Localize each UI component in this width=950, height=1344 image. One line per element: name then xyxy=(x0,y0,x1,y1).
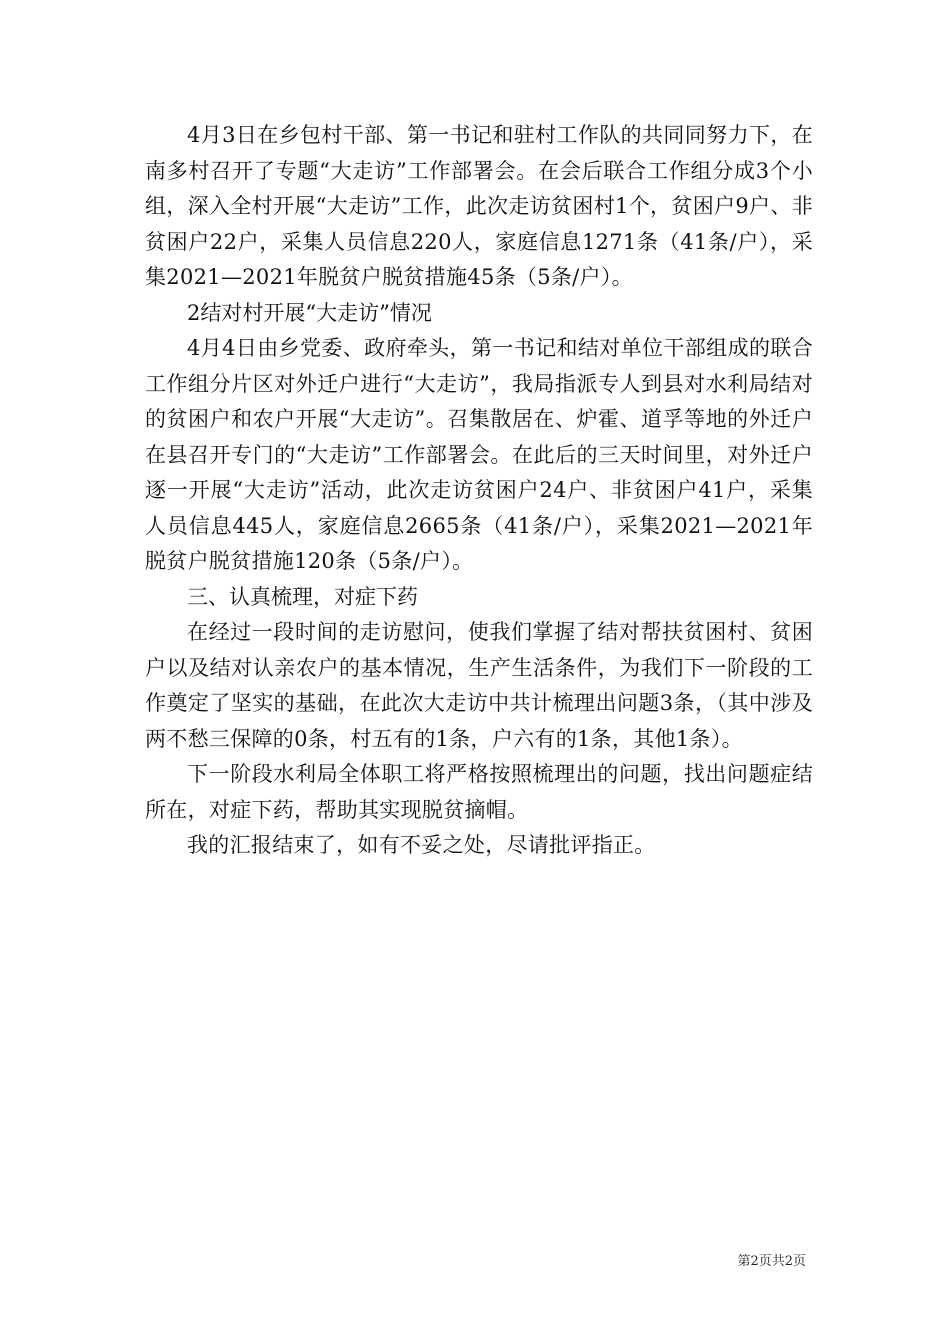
paragraph-issues-summary: 在经过一段时间的走访慰问，使我们掌握了结对帮扶贫困村、贫困户以及结对认亲农户的基本情况，生产生活条件，为我们下一阶段的工作奠定了坚实的基础，在此次大走访中共计梳理出问题3条，（其中涉及两不愁三保障的0条，村五有的1条，户六有的1条，其他1条）。 xyxy=(145,620,813,751)
section-heading-review: 三、认真梳理，对症下药 xyxy=(187,584,418,609)
paragraph-closing: 我的汇报结束了，如有不妥之处，尽请批评指正。 xyxy=(187,833,656,857)
page-number: 第2页共2页 xyxy=(737,1254,806,1269)
paragraph-next-steps: 下一阶段水利局全体职工将严格按照梳理出的问题，找出问题症结所在，对症下药，帮助其实现脱贫摘帽。 xyxy=(145,762,813,822)
section-heading-paired-village: 2结对村开展“大走访”情况 xyxy=(187,300,432,325)
document-body xyxy=(145,118,813,864)
paragraph-relocated-households: 4月4日由乡党委、政府牵头，第一书记和结对单位干部组成的联合工作组分片区对外迁户进行“大走访”，我局指派专人到县对水利局结对的贫困户和农户开展“大走访”。召集散居在、炉霍、道孚等地的外迁户在县召开专门的“大走访”工作部署会。在此后的三天时间里，对外迁户逐一开展“大走访”活动，此次走访贫困户24户、非贫困户41户，采集人员信息445人，家庭信息2665条（41条/户），采集2021—2021年脱贫户脱贫措施120条（5条/户）。 xyxy=(145,336,813,573)
paragraph-village-meeting: 4月3日在乡包村干部、第一书记和驻村工作队的共同同努力下，在南多村召开了专题“大走访”工作部署会。在会后联合工作组分成3个小组，深入全村开展“大走访”工作，此次走访贫困村1个，贫困户9户、非贫困户22户，采集人员信息220人，家庭信息1271条（41条/户），采集2021—2021年脱贫户脱贫措施45条（5条/户）。 xyxy=(145,123,813,289)
